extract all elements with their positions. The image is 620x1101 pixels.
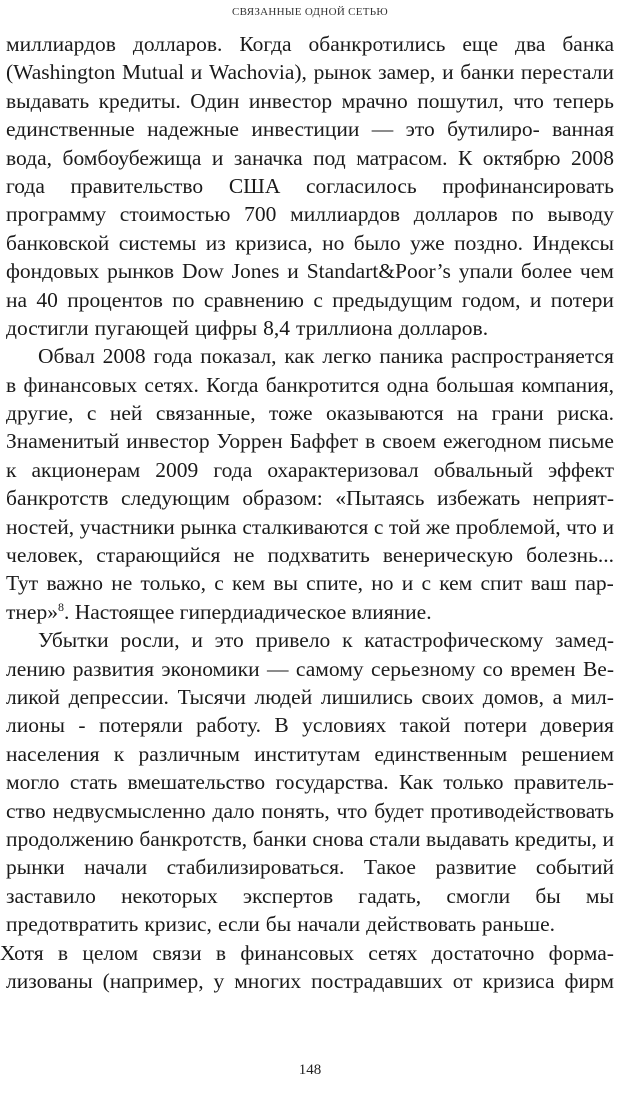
text-line: банковской системы из кризиса, но было уже поздно. Индексы xyxy=(6,230,614,255)
text-line: предотвратить кризис, если бы начали действовать раньше. xyxy=(6,912,555,937)
running-head: СВЯЗАННЫЕ ОДНОЙ СЕТЬЮ xyxy=(231,6,389,18)
text-line: ство недвусмысленно дало понять, что будет противодействовать xyxy=(6,798,614,823)
text-line: заставило некоторых экспертов гадать, смогли бы мы xyxy=(6,883,614,908)
text-line: (Washington Mutual и Wachovia), рынок замер, и банки перестали xyxy=(6,60,614,85)
text-line xyxy=(6,598,614,626)
text-line: рынки начали стабилизироваться. Такое развитие событий xyxy=(6,855,614,880)
body-text xyxy=(0,30,614,995)
text-line: года правительство США согласилось профинансировать xyxy=(6,173,614,198)
text-line: к акционерам 2009 года охарактеризовал обвальный эффект xyxy=(6,457,614,482)
text-line: Знаменитый инвестор Уоррен Баффет в своем ежегодном письме xyxy=(6,429,614,454)
text-line: миллиардов долларов. Когда обанкротились еще два банка xyxy=(6,32,614,56)
text-line: лизованы (например, у многих пострадавших от кризиса фирм xyxy=(6,968,614,993)
text-line: Убытки росли, и это привело к катастрофическому замед- xyxy=(38,628,614,653)
text-line: Обвал 2008 года показал, как легко паника распространяется xyxy=(38,344,614,369)
text-line: вода, бомбоубежища и заначка под матрасом. К октябрю 2008 xyxy=(6,145,614,170)
text-line: ностей, участники рынка сталкиваются с той же проблемой, что и xyxy=(6,514,614,539)
page-number: 148 xyxy=(298,1062,322,1078)
text-line: банкротств следующим образом: «Пытаясь избежать неприят- xyxy=(6,486,614,511)
text-line: населения к различным институтам единственным решением xyxy=(6,741,614,766)
text-line: Тут важно не только, с кем вы спите, но и с кем спит ваш пар- xyxy=(6,571,614,596)
text-line: Хотя в целом связи в финансовых сетях достаточно форма- xyxy=(0,940,614,965)
text-line: лионы - потеряли работу. В условиях такой потери доверия xyxy=(6,713,614,738)
text-line: лению развития экономики — самому серьезному со времен Ве- xyxy=(6,656,614,681)
text-line: человек, старающийся не подхватить венерическую болезнь... xyxy=(6,543,614,568)
text-line: ликой депрессии. Тысячи людей лишились своих домов, а мил- xyxy=(6,684,614,709)
text-line-content: тнер»$^8$. Настоящее гипердиадическое влияние. xyxy=(6,599,432,624)
text-line: могло стать вмешательство государства. Как только правитель- xyxy=(6,770,614,795)
text-line: фондовых рынков Dow Jones и Standart&Poor’s упали более чем xyxy=(6,259,614,284)
text-line: единственные надежные инвестиции — это бутилиро- ванная xyxy=(6,117,614,142)
text-line: в финансовых сетях. Когда банкротится одна большая компания, xyxy=(6,372,614,397)
text-line: на 40 процентов по сравнению с предыдущим годом, и потери xyxy=(6,287,614,312)
footnote-ref: 8 xyxy=(57,599,64,614)
text-line: программу стоимостью 700 миллиардов долларов по выводу xyxy=(6,202,614,227)
text-line: достигли пугающей цифры 8,4 триллиона долларов. xyxy=(6,315,489,340)
text-line: другие, с ней связанные, тоже оказываются на грани риска. xyxy=(6,401,614,426)
text-line: продолжению банкротств, банки снова стали выдавать кредиты, и xyxy=(6,826,614,851)
text-line: выдавать кредиты. Один инвестор мрачно пошутил, что теперь xyxy=(6,88,614,113)
